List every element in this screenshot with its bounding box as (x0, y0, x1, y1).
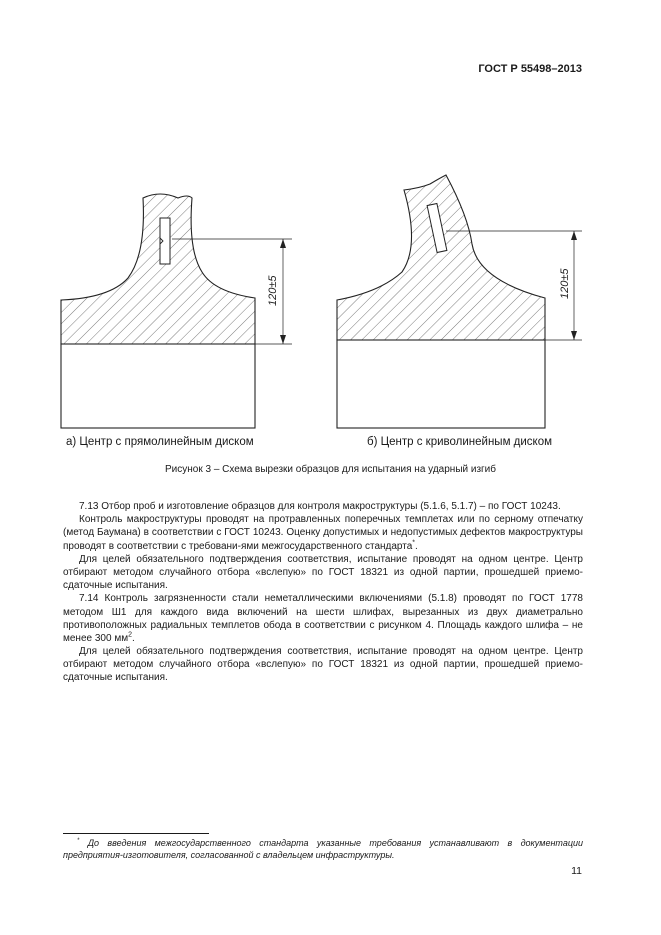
hatched-section-b (337, 175, 545, 340)
paragraph-text: 7.14 Контроль загрязненности стали неметаллическими включениями (5.1.8) проводят по ГОСТ 1778 методом Ш1 для каждого вида включений на шести шлифах, вырезанных из двух диаметрально противоположных радиальных темплетов обода в соответствии с рисунком 4. Площадь каждого шлифа – не менее 300 мм (63, 593, 583, 644)
page-number: 11 (571, 865, 582, 877)
paragraph-text: Контроль макроструктуры проводят на протравленных поперечных темплетах или по серному отпечатку (метод Баумана) в соответствии с ГОСТ 10243. Оценку допустимых и недопустимых дефектов макроструктуры проводят в соответствии с требовани-ями межгосударственного стандарта (63, 514, 583, 552)
rim-body-b (337, 340, 545, 428)
document-id: ГОСТ Р 55498–2013 (478, 63, 582, 75)
figure-title: Рисунок 3 – Схема вырезки образцов для испытания на ударный изгиб (164, 464, 496, 475)
paragraph-7-14 (63, 592, 583, 645)
paragraph-end: . (131, 632, 135, 644)
footnote-mark: * (77, 838, 80, 844)
dimension-label-b: 120±5 (559, 268, 571, 299)
paragraph-conformity-1: Для целей обязательного подтверждения соответствия, испытание проводят на одном центре. Центр отбирают методом случайного отбора «вслепую» по ГОСТ 18321 из одной партии, прошедшей приемо-сдаточные испытания. (63, 553, 583, 592)
footnote-ref: * (412, 539, 416, 547)
superscript: 2 (128, 631, 132, 639)
footnote-text: До введения межгосударственного стандарта указанные требования устанавливают в документации предприятия-изготовителя, согласованной с владельцем инфраструктуры. (63, 838, 583, 860)
caption-straight-disc: а) Центр с прямолинейным диском (66, 436, 254, 448)
paragraph-7-13: 7.13 Отбор проб и изготовление образцов для контроля макроструктуры (5.1.6, 5.1.7) – по ГОСТ 10243. (79, 501, 561, 512)
hatched-section-a (61, 194, 255, 344)
footnote (63, 838, 583, 861)
drawing-curved-disc (337, 175, 582, 428)
paragraph-conformity-2: Для целей обязательного подтверждения соответствия, испытание проводят на одном центре. Центр отбирают методом случайного отбора «вслепую» по ГОСТ 18321 из одной партии, прошедшей приемо-сдаточные испытания. (63, 646, 583, 684)
rim-body-a (61, 344, 255, 428)
paragraph-macrostructure (63, 513, 583, 553)
specimen-a (160, 218, 170, 264)
dimension-label-a: 120±5 (267, 275, 279, 306)
drawing-straight-disc (61, 194, 292, 428)
paragraph-end: . (415, 540, 418, 552)
footnote-separator (63, 833, 209, 834)
caption-curved-disc: б) Центр с криволинейным диском (367, 436, 553, 448)
figure-3-drawing (0, 0, 661, 430)
body-text (63, 500, 583, 685)
